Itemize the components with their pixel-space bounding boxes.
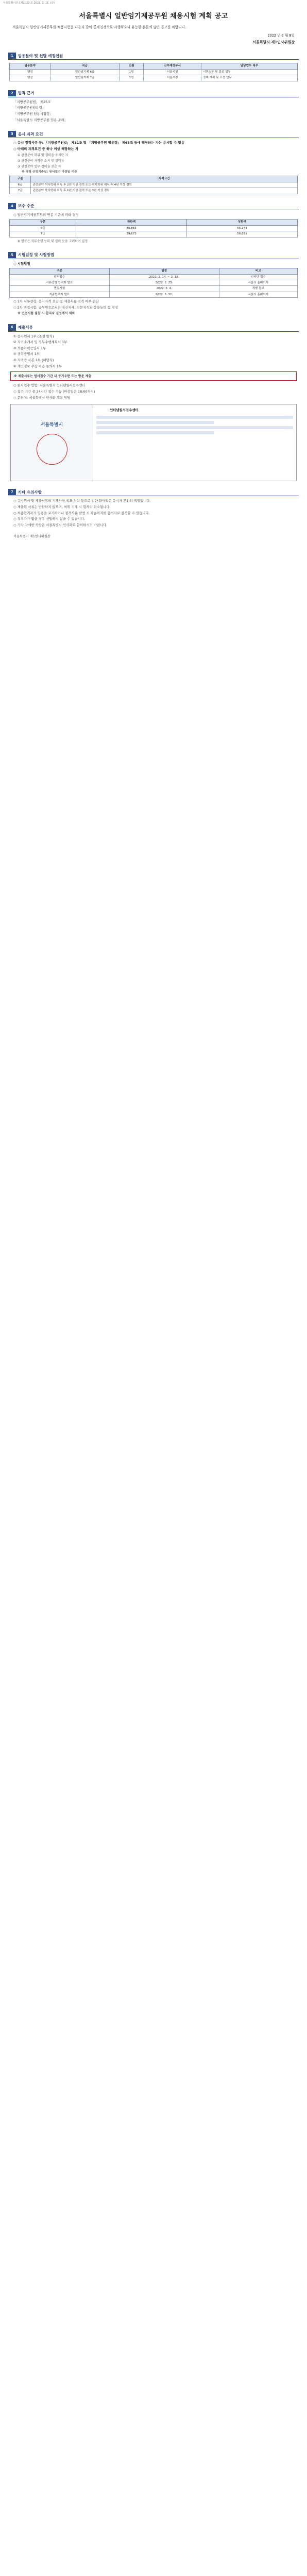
site-logo: 서울특별시 xyxy=(40,422,63,428)
placeholder-bar xyxy=(96,431,214,434)
table-row xyxy=(10,188,298,194)
section-5-header xyxy=(8,251,299,259)
method-line: ○ 2차 면접시험: 공무원으로서의 정신자세, 전문지식과 응용능력 등 평정 xyxy=(13,305,118,310)
table-header: 상한액 xyxy=(187,219,298,225)
doc-line: ⑥ 개인정보 수집·이용 동의서 1부 xyxy=(13,364,62,368)
section-7-header xyxy=(8,488,299,496)
section-3-header xyxy=(8,130,299,138)
table-cell: 일반임기제 7급 xyxy=(50,75,119,81)
docs-notice-box xyxy=(10,371,297,381)
method-line: ○ 1차 서류전형: 응시자격 요건 및 제출서류 적격 여부 판단 xyxy=(13,299,99,304)
table-cell: 면접시험 xyxy=(10,286,110,292)
sched-intro: ○ 시험일정 xyxy=(13,261,30,266)
table-cell: 1명 xyxy=(119,75,144,81)
section-number: 3 xyxy=(8,131,16,137)
qual-table-wrap xyxy=(0,175,307,195)
doc-line: ① 응시원서 1부 (소정 양식) xyxy=(13,334,54,338)
table-cell: 서울시 홈페이지 xyxy=(219,292,297,297)
table-cell: 2022. 3. 4. xyxy=(109,286,219,292)
placeholder-bar xyxy=(96,426,293,429)
announce-date: 2022 년 2 월 8일 xyxy=(267,33,295,38)
section-6-header xyxy=(8,324,299,331)
table-cell: 최종합격자 발표 xyxy=(10,292,110,297)
doc-more-line: ○ 접수 기간 중 24시간 접수 가능 (마감일은 18:00까지) xyxy=(13,389,95,394)
table-cell: 1명 xyxy=(119,69,144,75)
pay-table-wrap xyxy=(0,218,307,238)
table-header: 구분 xyxy=(10,219,76,225)
pay-note: ※ 연봉은 직무수행 능력 및 경력 등을 고려하여 결정 xyxy=(18,239,88,243)
table-cell: 서울시청 xyxy=(144,69,201,75)
table-header: 직급 xyxy=(50,63,119,69)
intro-text: 서울특별시 일반임기제공무원 채용시험을 다음과 같이 공개경쟁으로 시행하오니 유능한 분들의 많은 응모를 바랍니다. xyxy=(12,25,186,29)
sched-table xyxy=(9,268,298,298)
section-1-header xyxy=(8,52,299,60)
table-row xyxy=(10,75,298,81)
top-note: 서울특별시공고제2022-호 2022. 2. 11. (금) xyxy=(3,2,55,5)
section-2-header xyxy=(8,90,299,97)
table-header: 구분 xyxy=(10,176,31,182)
table-header: 일정 xyxy=(109,268,219,274)
law-item: 「지방공무원 임용시험령」 xyxy=(13,112,53,116)
section-number: 2 xyxy=(8,90,16,96)
table-row xyxy=(10,292,298,297)
section-number: 7 xyxy=(8,489,16,495)
doc-more-line: ○ 원서접수 방법: 서울특별시 인터넷원서접수센터 xyxy=(13,383,86,388)
section-title: 기타 유의사항 xyxy=(18,489,42,495)
qual-line: ② 관련분야 자격증 소지 및 경력자 xyxy=(18,159,64,163)
placeholder-bar xyxy=(96,421,214,424)
section-number: 1 xyxy=(8,53,16,59)
table-cell: 서울시 홈페이지 xyxy=(219,280,297,286)
qual-note: ※ 경력 산정기준일: 원서접수 마감일 기준 xyxy=(22,170,77,174)
table-header: 구분 xyxy=(10,268,110,274)
qual-line: ○ 아래의 자격요건 중 하나 이상 해당하는 자 xyxy=(13,147,79,151)
highlight-circle-icon xyxy=(37,434,67,465)
table-header: 자격요건 xyxy=(31,176,298,182)
table-cell: 39,673 xyxy=(76,231,187,237)
table-row xyxy=(10,280,298,286)
qual-line: ① 관련분야 학위 및 경력을 소지한 자 xyxy=(18,153,68,157)
table-cell: 7급 xyxy=(10,231,76,237)
qual-table xyxy=(9,176,298,194)
doc-line: ② 자기소개서 및 직무수행계획서 1부 xyxy=(13,340,67,345)
section-title: 제출서류 xyxy=(18,325,33,330)
announce-org: 서울특별시 제1인사위원장 xyxy=(252,40,295,44)
table-cell: 인터넷 접수 xyxy=(219,274,297,280)
section-title: 임용분야 및 선발 예정인원 xyxy=(18,53,63,58)
recruit-table-wrap xyxy=(0,62,307,82)
recruit-table xyxy=(9,63,298,81)
section-number: 4 xyxy=(8,203,16,209)
table-cell: 개별 통보 xyxy=(219,286,297,292)
etc-line: ○ 기타 자세한 사항은 서울특별시 인사과로 문의하시기 바랍니다. xyxy=(13,522,108,527)
table-cell: 6급 xyxy=(10,182,31,188)
law-item: 「지방공무원법」 제25조 xyxy=(13,99,51,104)
table-cell: 6급 xyxy=(10,225,76,231)
doc-more-line: ○ 문의처: 서울특별시 인사과 채용 담당 xyxy=(13,395,71,400)
table-header: 비고 xyxy=(219,268,297,274)
table-cell: 일반임기제 6급 xyxy=(50,69,119,75)
table-cell: 45,865 xyxy=(76,225,187,231)
table-cell: 관련분야 석사학위 취득 후 2년 이상 경력 또는 학사학위 취득 후 4년 이상 경력 xyxy=(31,182,298,188)
section-title: 보수 수준 xyxy=(18,204,35,208)
table-row xyxy=(10,274,298,280)
etc-line: ○ 제출된 서류는 반환하지 않으며, 허위 기재 시 합격이 취소됩니다. xyxy=(13,504,111,509)
docs-notice: ※ 제출서류는 원서접수 기간 내 등기우편 또는 방문 제출 xyxy=(14,374,92,378)
table-row xyxy=(10,231,298,237)
etc-line: ○ 최종합격자가 임용을 포기하거나 결격사유 발생 시 차순위자를 합격자로 결정할 수 있습니다. xyxy=(13,511,150,515)
table-cell: 서류전형 합격자 발표 xyxy=(10,280,110,286)
table-cell: 2022. 2. 14. ~ 2. 18. xyxy=(109,274,219,280)
website-screenshot xyxy=(10,404,297,481)
table-row xyxy=(10,286,298,292)
section-title: 법적 근거 xyxy=(18,91,35,96)
screenshot-content xyxy=(93,404,296,481)
table-cell: 56,891 xyxy=(187,231,298,237)
table-cell: 65,244 xyxy=(187,225,298,231)
table-header: 임용분야 xyxy=(10,63,50,69)
table-header: 하한액 xyxy=(76,219,187,225)
law-item: 「서울특별시 지방공무원 임용 조례」 xyxy=(13,117,68,122)
table-row xyxy=(10,182,298,188)
table-cell: 행정 xyxy=(10,75,50,81)
table-cell: 정책 기획 및 조정 업무 xyxy=(201,75,297,81)
doc-line: ③ 최종학력증명서 1부 xyxy=(13,346,46,350)
screenshot-sidebar xyxy=(11,404,93,481)
pay-table xyxy=(9,219,298,237)
placeholder-bar xyxy=(96,416,293,419)
table-header: 담당업무 직무 xyxy=(201,63,297,69)
table-cell: 서울시청 xyxy=(144,75,201,81)
law-item: 「지방공무원임용령」 xyxy=(13,106,46,110)
section-number: 6 xyxy=(8,324,16,330)
method-line: ※ 면접시험 불참 시 합격자 결정에서 제외 xyxy=(18,312,75,316)
footer-org: 서울특별시 제1인사위원장 xyxy=(13,535,50,539)
table-cell: 원서접수 xyxy=(10,274,110,280)
etc-line: ○ 응시원서 및 제출서류의 기재사항 착오·누락 등으로 인한 불이익은 응시자 본인의 책임입니다. xyxy=(13,499,151,503)
header xyxy=(0,7,307,22)
section-title: 시험일정 및 시험방법 xyxy=(18,252,55,257)
table-cell: 2022. 3. 11. xyxy=(109,292,219,297)
etc-line: ○ 적격자가 없을 경우 선발하지 않을 수 있습니다. xyxy=(13,517,86,521)
table-header: 인원 xyxy=(119,63,144,69)
table-row xyxy=(10,69,298,75)
section-4-header xyxy=(8,202,299,210)
pay-intro: ○ 일반임기제공무원의 연봉 기준에 따라 결정 xyxy=(13,212,79,217)
doc-line: ④ 경력증명서 1부 xyxy=(13,352,40,357)
doc-line: ⑤ 자격증 사본 1부 (해당자) xyxy=(13,358,54,363)
table-cell: 행정 xyxy=(10,69,50,75)
section-title: 응시 자격 요건 xyxy=(18,131,43,137)
page-title: 서울특별시 일반임기제공무원 채용시험 계획 공고 xyxy=(79,12,228,20)
qual-line: ○ 응시 결격사유 등: 「지방공무원법」 제31조 및 「지방공무원 임용령」 제65조 등에 해당하는 자는 응시할 수 없음 xyxy=(13,141,184,145)
table-cell: 시민소통 및 홍보 업무 xyxy=(201,69,297,75)
screenshot-caption: 인터넷원서접수센터 xyxy=(110,408,139,413)
table-row xyxy=(10,225,298,231)
sched-table-wrap xyxy=(0,267,307,299)
table-cell: 2022. 2. 25. xyxy=(109,280,219,286)
table-header: 근무예정부서 xyxy=(144,63,201,69)
table-cell: 7급 xyxy=(10,188,31,194)
table-cell: 관련분야 학사학위 취득 후 1년 이상 경력 또는 3년 이상 경력 xyxy=(31,188,298,194)
section-number: 5 xyxy=(8,252,16,258)
qual-line: ③ 관련분야 업무 경력을 갖춘 자 xyxy=(18,164,61,168)
